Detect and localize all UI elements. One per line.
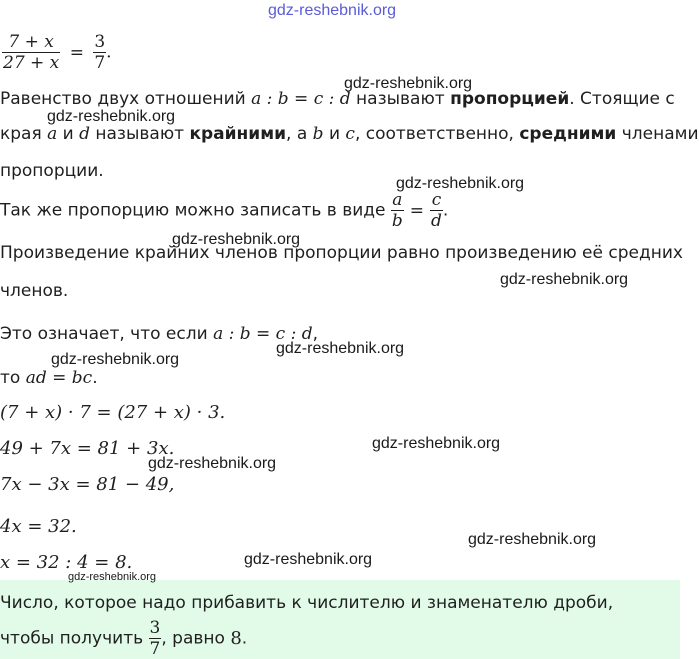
answer-line-1: Число, которое надо прибавить к числителю и знаменателю дроби, <box>0 593 614 613</box>
solution-step-3: 7x − 3x = 81 − 49, <box>0 474 175 495</box>
denominator: 7 <box>94 53 106 73</box>
watermark: gdz-reshebnik.org <box>396 175 525 192</box>
property-line-2: членов. <box>0 281 69 301</box>
solution-step-1: (7 + x) · 7 = (27 + x) · 3. <box>0 402 226 423</box>
solution-step-2: 49 + 7x = 81 + 3x. <box>0 438 175 459</box>
watermark: gdz-reshebnik.org <box>268 2 397 19</box>
definition-line-3: пропорции. <box>0 161 104 181</box>
watermark: gdz-reshebnik.org <box>47 108 176 125</box>
watermark: gdz-reshebnik.org <box>172 231 301 248</box>
watermark: gdz-reshebnik.org <box>51 351 180 368</box>
denominator: 27 + x <box>3 53 60 73</box>
solution-step-5: x = 32 : 4 = 8. <box>0 552 133 573</box>
meaning-line-2: то ad = bc. <box>0 368 98 388</box>
watermark: gdz-reshebnik.org <box>500 271 629 288</box>
answer-line-2: чтобы получить $\frac{3}{7}$ , равно 8. <box>0 618 248 659</box>
watermark: gdz-reshebnik.org <box>244 551 373 568</box>
definition-line-2: края a и d называют крайними, а b и c, соответственно, средними членами <box>0 124 699 144</box>
watermark: gdz-reshebnik.org <box>344 75 473 92</box>
fraction-form-line: Так же пропорцию можно записать в виде $\frac{a}{b}$ = $\frac{c}{d}$ . <box>0 190 449 231</box>
equation-fraction: $\frac{7 + x}{27 + x}$ = $\frac{3}{7}$ . <box>3 32 112 73</box>
watermark: gdz-reshebnik.org <box>148 455 277 472</box>
definition-line-1: Равенство двух отношений a : b = c : d называют пропорцией. Стоящие с <box>0 89 675 109</box>
solution-step-4: 4x = 32. <box>0 516 77 537</box>
watermark: gdz-reshebnik.org <box>276 340 405 357</box>
equals-sign: = <box>69 42 84 63</box>
watermark: gdz-reshebnik.org <box>468 531 597 548</box>
property-line-1: Произведение крайних членов пропорции равно произведению её средних <box>0 243 683 263</box>
watermark: gdz-reshebnik.org <box>372 435 501 452</box>
meaning-line-1: Это означает, что если a : b = c : d, <box>0 324 319 344</box>
watermark: gdz-reshebnik.org <box>68 571 157 583</box>
numerator: 3 <box>94 32 106 52</box>
numerator: 7 + x <box>2 32 60 53</box>
